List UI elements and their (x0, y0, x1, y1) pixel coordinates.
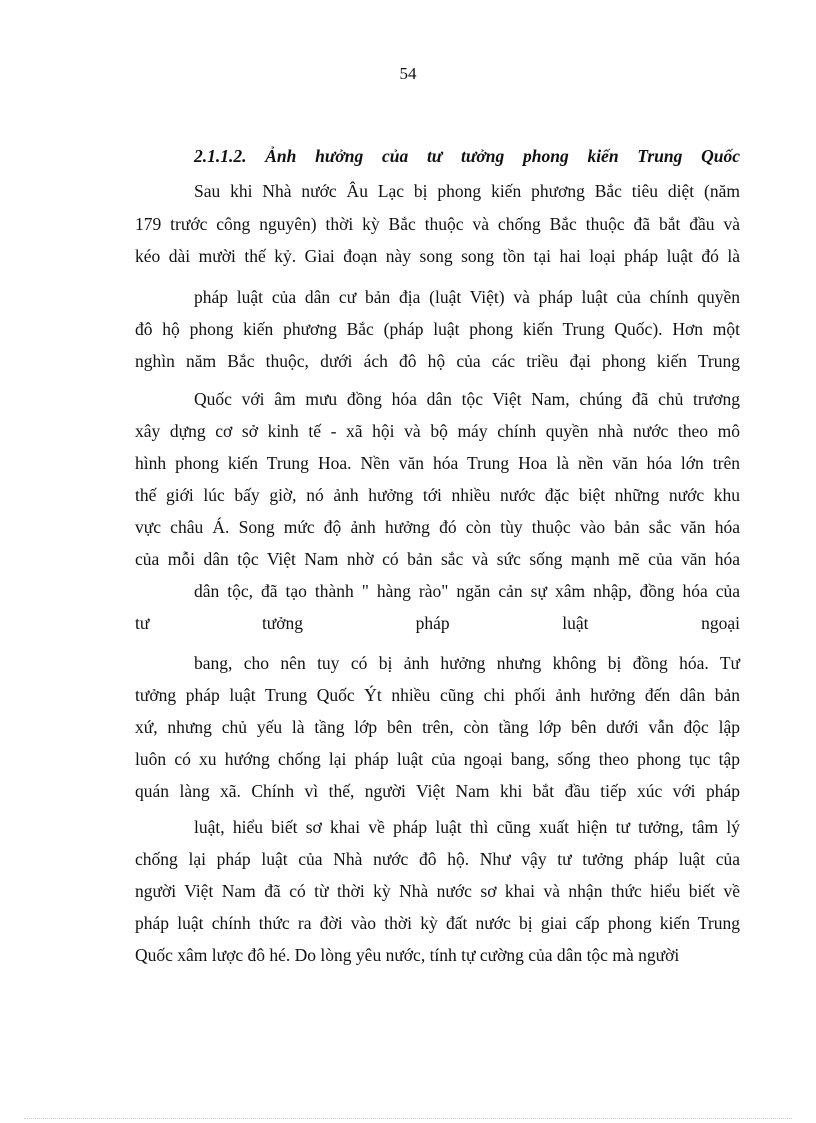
text-line: Quốc xâm lược đô hé. Do lòng yêu nước, tính tự cường của dân tộc mà người (135, 945, 680, 965)
text-line: của mỗi dân tộc Việt Nam nhờ có bản sắc và sức sống mạnh mẽ của văn hóa (135, 549, 740, 569)
text-line: tư tưởng pháp luật ngoại (135, 613, 740, 633)
text-line: Sau khi Nhà nước Âu Lạc bị phong kiến phương Bắc tiêu diệt (năm (194, 181, 740, 201)
text-line: pháp luật của dân cư bản địa (luật Việt) và pháp luật của chính quyền (194, 287, 740, 307)
text-line: kéo dài mười thế kỷ. Giai đoạn này song song tồn tại hai loại pháp luật đó là (135, 246, 740, 266)
text-line: hình phong kiến Trung Hoa. Nền văn hóa Trung Hoa là nền văn hóa lớn trên (135, 453, 740, 473)
text-line: người Việt Nam đã có từ thời kỳ Nhà nước sơ khai và nhận thức hiểu biết về (135, 881, 740, 901)
text-line: đô hộ phong kiến phương Bắc (pháp luật phong kiến Trung Quốc). Hơn một (135, 319, 740, 339)
section-heading: 2.1.1.2. Ảnh hưởng của tư tưởng phong kiến Trung Quốc (194, 146, 740, 166)
text-line: vực châu Á. Song mức độ ảnh hưởng đó còn tùy thuộc vào bản sắc văn hóa (135, 517, 740, 537)
text-line: luôn có xu hướng chống lại pháp luật của ngoại bang, sống theo phong tục tập (135, 749, 740, 769)
text-line: xây dựng cơ sở kinh tế - xã hội và bộ máy chính quyền nhà nước theo mô (135, 421, 740, 441)
text-line: bang, cho nên tuy có bị ảnh hưởng nhưng không bị đồng hóa. Tư (194, 653, 740, 673)
text-line: nghìn năm Bắc thuộc, dưới ách đô hộ của các triều đại phong kiến Trung (135, 351, 740, 371)
text-line: tưởng pháp luật Trung Quốc Ýt nhiều cũng chi phối ảnh hưởng đến dân bản (135, 685, 740, 705)
text-line: Quốc với âm mưu đồng hóa dân tộc Việt Nam, chúng đã chủ trương (194, 389, 740, 409)
text-line: xứ, nhưng chủ yếu là tầng lớp bên trên, còn tầng lớp bên dưới vẫn độc lập (135, 717, 740, 737)
text-line: 179 trước công nguyên) thời kỳ Bắc thuộc và chống Bắc thuộc đã bắt đầu và (135, 214, 740, 234)
text-line: quán làng xã. Chính vì thế, người Việt Nam khi bắt đầu tiếp xúc với pháp (135, 781, 740, 801)
text-line: luật, hiểu biết sơ khai về pháp luật thì cũng xuất hiện tư tưởng, tâm lý (194, 817, 740, 837)
page-number: 54 (399, 64, 417, 83)
text-line: dân tộc, đã tạo thành " hàng rào" ngăn cản sự xâm nhập, đồng hóa của (194, 581, 740, 601)
text-line: pháp luật chính thức ra đời vào thời kỳ đất nước bị giai cấp phong kiến Trung (135, 913, 740, 933)
text-line: chống lại pháp luật của Nhà nước đô hộ. Như vậy tư tưởng pháp luật của (135, 849, 740, 869)
footer-divider (24, 1118, 792, 1119)
text-line: thế giới lúc bấy giờ, nó ảnh hưởng tới nhiều nước đặc biệt những nước khu (135, 485, 740, 505)
